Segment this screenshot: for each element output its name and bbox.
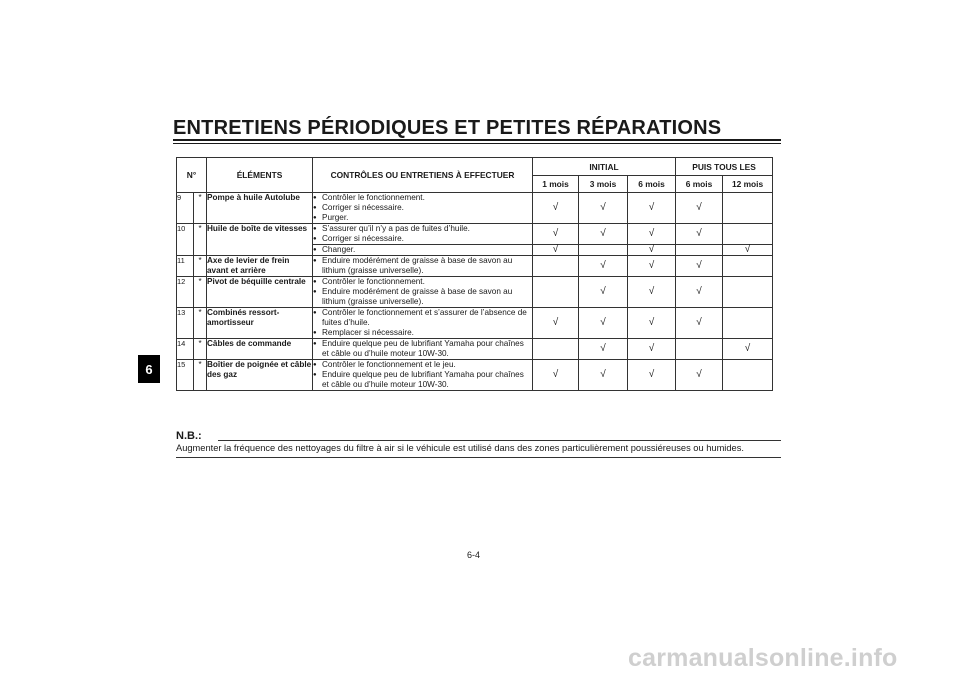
header-checks: CONTRÔLES OU ENTRETIENS À EFFECTUER bbox=[313, 158, 533, 193]
check-cell bbox=[676, 224, 723, 245]
row-star: * bbox=[194, 339, 207, 360]
bullet-icon: ● bbox=[313, 330, 317, 336]
check-cell bbox=[533, 245, 579, 256]
bullet-icon: ● bbox=[313, 195, 317, 201]
check-mark-icon: √ bbox=[696, 369, 702, 380]
row-actions bbox=[313, 339, 533, 360]
row-item: Boîtier de poignée et câble des gaz bbox=[207, 360, 313, 391]
action-text: Contrôler le fonctionnement. bbox=[322, 277, 425, 286]
check-mark-icon: √ bbox=[552, 202, 559, 213]
bullet-icon: ● bbox=[313, 341, 317, 347]
chapter-tab: 6 bbox=[138, 355, 160, 383]
check-mark-icon: √ bbox=[696, 260, 702, 271]
check-mark-icon: √ bbox=[744, 343, 751, 354]
check-cell bbox=[676, 277, 723, 308]
title-rule bbox=[173, 139, 781, 144]
row-number: 15 bbox=[177, 360, 194, 391]
check-mark-icon: √ bbox=[600, 286, 606, 297]
check-cell bbox=[579, 360, 628, 391]
action-line bbox=[313, 360, 532, 370]
row-item: Pompe à huile Autolube bbox=[207, 193, 313, 224]
check-cell bbox=[533, 360, 579, 391]
check-cell bbox=[723, 360, 773, 391]
check-mark-icon: √ bbox=[648, 244, 655, 255]
header-number: N° bbox=[177, 158, 207, 193]
note-text: Augmenter la fréquence des nettoyages du filtre à air si le véhicule est utilisé dans des zones particulièrement poussiéreuses ou humides. bbox=[176, 443, 744, 453]
check-cell bbox=[579, 245, 628, 256]
bullet-icon: ● bbox=[313, 362, 317, 368]
row-actions bbox=[313, 277, 533, 308]
action-line bbox=[313, 224, 532, 234]
header-period: 6 mois bbox=[628, 176, 676, 193]
action-line bbox=[313, 339, 532, 359]
row-number: 9 bbox=[177, 193, 194, 224]
row-item: Combinés ressort-amortisseur bbox=[207, 308, 313, 339]
check-cell bbox=[723, 224, 773, 245]
check-cell bbox=[723, 308, 773, 339]
check-mark-icon: √ bbox=[648, 369, 655, 380]
title-rule-thick bbox=[173, 139, 781, 141]
row-star: * bbox=[194, 360, 207, 391]
row-number: 13 bbox=[177, 308, 194, 339]
check-mark-icon: √ bbox=[696, 317, 702, 328]
check-mark-icon: √ bbox=[552, 228, 559, 239]
action-text: Corriger si nécessaire. bbox=[322, 234, 404, 243]
header-period: 1 mois bbox=[533, 176, 579, 193]
bullet-icon: ● bbox=[313, 372, 317, 378]
row-number: 14 bbox=[177, 339, 194, 360]
watermark: carmanualsonline.info bbox=[628, 644, 898, 672]
action-text: Contrôler le fonctionnement. bbox=[322, 193, 425, 202]
check-mark-icon: √ bbox=[648, 286, 655, 297]
row-actions bbox=[313, 308, 533, 339]
check-cell bbox=[676, 193, 723, 224]
header-period: 6 mois bbox=[676, 176, 723, 193]
table-row bbox=[177, 360, 773, 391]
action-line bbox=[313, 308, 532, 328]
check-mark-icon: √ bbox=[600, 343, 606, 354]
row-item: Pivot de béquille centrale bbox=[207, 277, 313, 308]
check-cell bbox=[628, 308, 676, 339]
header-initial: INITIAL bbox=[533, 158, 676, 176]
table-row bbox=[177, 308, 773, 339]
header-items: ÉLÉMENTS bbox=[207, 158, 313, 193]
row-item: Câbles de commande bbox=[207, 339, 313, 360]
check-mark-icon: √ bbox=[552, 317, 559, 328]
row-actions bbox=[313, 360, 533, 391]
bullet-icon: ● bbox=[313, 205, 317, 211]
check-mark-icon: √ bbox=[696, 228, 702, 239]
check-cell bbox=[533, 339, 579, 360]
page-title: ENTRETIENS PÉRIODIQUES ET PETITES RÉPARATIONS bbox=[173, 117, 722, 139]
check-cell bbox=[579, 277, 628, 308]
check-mark-icon: √ bbox=[696, 286, 702, 297]
check-cell bbox=[628, 245, 676, 256]
check-cell bbox=[579, 256, 628, 277]
check-mark-icon: √ bbox=[744, 244, 751, 255]
bullet-icon: ● bbox=[313, 258, 317, 264]
row-star: * bbox=[194, 308, 207, 339]
row-star: * bbox=[194, 277, 207, 308]
action-text: Contrôler le fonctionnement et le jeu. bbox=[322, 360, 456, 369]
action-text: Corriger si nécessaire. bbox=[322, 203, 404, 212]
action-text: S’assurer qu’il n’y a pas de fuites d’huile. bbox=[322, 224, 470, 233]
check-cell bbox=[628, 277, 676, 308]
header-every: PUIS TOUS LES bbox=[676, 158, 773, 176]
check-mark-icon: √ bbox=[600, 228, 606, 239]
check-cell bbox=[579, 339, 628, 360]
action-text: Purger. bbox=[322, 213, 349, 222]
row-number: 12 bbox=[177, 277, 194, 308]
header-period: 3 mois bbox=[579, 176, 628, 193]
check-cell bbox=[676, 308, 723, 339]
action-line bbox=[313, 193, 532, 203]
bullet-icon: ● bbox=[313, 310, 317, 316]
check-cell bbox=[676, 339, 723, 360]
check-cell bbox=[628, 256, 676, 277]
row-actions bbox=[313, 224, 533, 245]
action-line bbox=[313, 277, 532, 287]
check-cell bbox=[676, 360, 723, 391]
action-text: Enduire modérément de graisse à base de savon au lithium (graisse universelle). bbox=[322, 287, 513, 306]
action-text: Enduire quelque peu de lubrifiant Yamaha pour chaînes et câble ou d’huile moteur 10W-30. bbox=[322, 370, 524, 389]
check-cell bbox=[676, 245, 723, 256]
check-mark-icon: √ bbox=[648, 228, 655, 239]
check-cell bbox=[723, 277, 773, 308]
check-cell bbox=[723, 256, 773, 277]
table-body bbox=[177, 193, 773, 391]
check-mark-icon: √ bbox=[600, 202, 606, 213]
check-mark-icon: √ bbox=[648, 260, 655, 271]
check-cell bbox=[579, 193, 628, 224]
check-mark-icon: √ bbox=[600, 260, 606, 271]
title-rule-thin bbox=[173, 143, 781, 144]
action-line bbox=[313, 370, 532, 390]
row-number: 11 bbox=[177, 256, 194, 277]
note-rule bbox=[218, 440, 781, 441]
check-mark-icon: √ bbox=[696, 202, 702, 213]
check-mark-icon: √ bbox=[648, 317, 655, 328]
row-item: Axe de levier de frein avant et arrière bbox=[207, 256, 313, 277]
action-text: Changer. bbox=[322, 245, 356, 254]
table-header-row bbox=[177, 158, 773, 176]
action-text: Remplacer si nécessaire. bbox=[322, 328, 414, 337]
table-row bbox=[177, 256, 773, 277]
check-mark-icon: √ bbox=[600, 317, 606, 328]
check-cell bbox=[628, 193, 676, 224]
action-text: Contrôler le fonctionnement et s’assurer de l’absence de fuites d’huile. bbox=[322, 308, 527, 327]
check-cell bbox=[533, 224, 579, 245]
row-item: Huile de boîte de vitesses bbox=[207, 224, 313, 256]
table-row bbox=[177, 224, 773, 245]
check-cell bbox=[533, 308, 579, 339]
row-number: 10 bbox=[177, 224, 194, 256]
check-mark-icon: √ bbox=[600, 369, 606, 380]
check-cell bbox=[723, 193, 773, 224]
row-actions bbox=[313, 245, 533, 256]
action-line bbox=[313, 256, 532, 276]
header-period: 12 mois bbox=[723, 176, 773, 193]
table-row bbox=[177, 339, 773, 360]
action-text: Enduire quelque peu de lubrifiant Yamaha pour chaînes et câble ou d’huile moteur 10W-30. bbox=[322, 339, 524, 358]
check-cell bbox=[579, 308, 628, 339]
page-number: 6-4 bbox=[467, 550, 481, 560]
check-mark-icon: √ bbox=[552, 369, 559, 380]
check-cell bbox=[579, 224, 628, 245]
row-star: * bbox=[194, 193, 207, 224]
table-row bbox=[177, 277, 773, 308]
check-cell bbox=[628, 224, 676, 245]
row-actions bbox=[313, 256, 533, 277]
check-cell bbox=[628, 360, 676, 391]
row-actions bbox=[313, 193, 533, 224]
check-cell bbox=[723, 339, 773, 360]
action-line bbox=[313, 234, 532, 244]
check-cell bbox=[628, 339, 676, 360]
check-cell bbox=[533, 193, 579, 224]
table-row bbox=[177, 193, 773, 224]
bullet-icon: ● bbox=[313, 289, 317, 295]
action-line bbox=[313, 328, 532, 338]
check-cell bbox=[676, 256, 723, 277]
note-label: N.B.: bbox=[176, 430, 202, 442]
row-star: * bbox=[194, 224, 207, 256]
action-text: Enduire modérément de graisse à base de savon au lithium (graisse universelle). bbox=[322, 256, 513, 275]
check-mark-icon: √ bbox=[648, 202, 655, 213]
action-line bbox=[313, 203, 532, 213]
maintenance-table bbox=[176, 157, 773, 391]
check-cell bbox=[533, 256, 579, 277]
check-cell bbox=[533, 277, 579, 308]
action-line bbox=[313, 213, 532, 223]
bullet-icon: ● bbox=[313, 236, 317, 242]
action-line bbox=[313, 245, 532, 255]
action-line bbox=[313, 287, 532, 307]
bullet-icon: ● bbox=[313, 247, 317, 253]
row-star: * bbox=[194, 256, 207, 277]
bullet-icon: ● bbox=[313, 226, 317, 232]
note-bottom-rule bbox=[176, 457, 781, 458]
check-mark-icon: √ bbox=[552, 244, 559, 255]
bullet-icon: ● bbox=[313, 215, 317, 221]
check-cell bbox=[723, 245, 773, 256]
bullet-icon: ● bbox=[313, 279, 317, 285]
check-mark-icon: √ bbox=[648, 343, 655, 354]
